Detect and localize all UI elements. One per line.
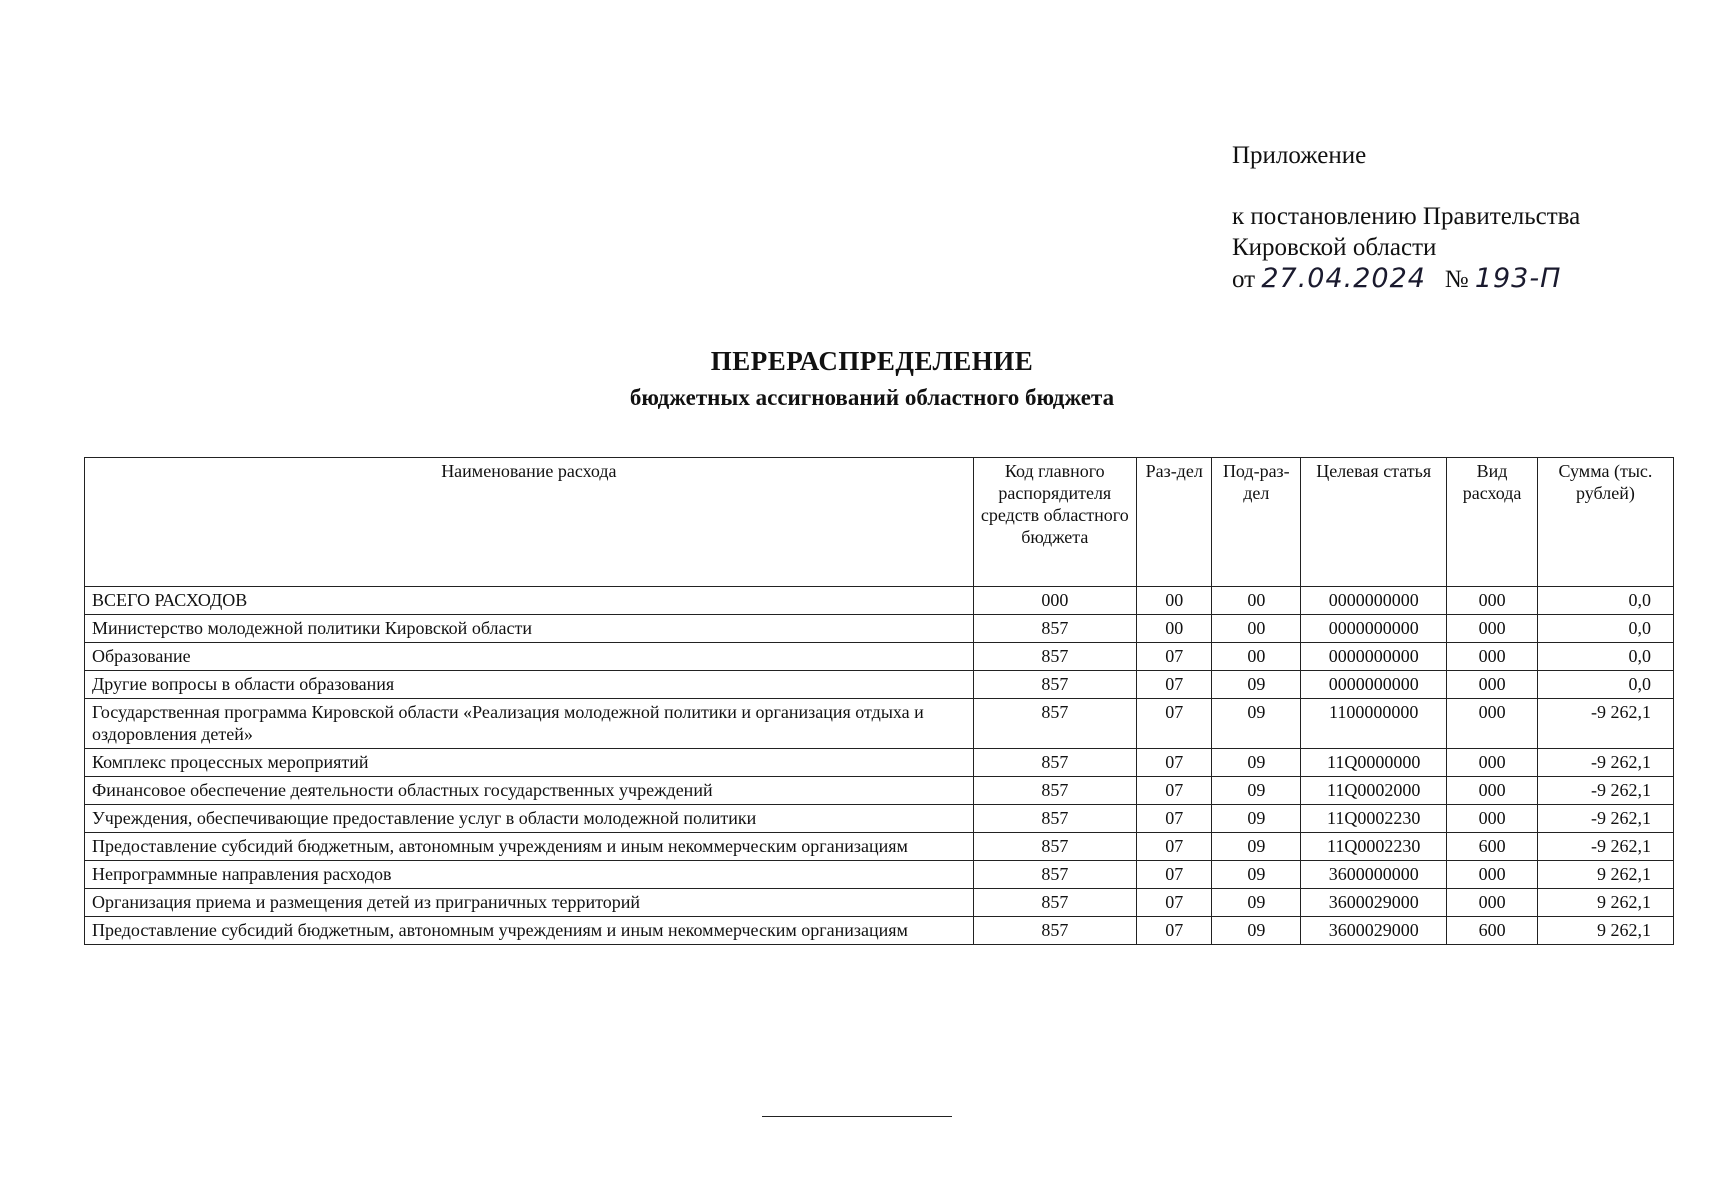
cell-admin-code: 857 — [973, 805, 1136, 833]
cell-amount: 9 262,1 — [1537, 861, 1673, 889]
cell-subsection: 09 — [1212, 833, 1301, 861]
cell-section: 00 — [1136, 587, 1212, 615]
cell-subsection: 09 — [1212, 805, 1301, 833]
table-row — [85, 699, 1674, 749]
date-prefix: от — [1232, 266, 1256, 293]
cell-expense-type: 000 — [1447, 699, 1538, 749]
cell-target-item: 3600029000 — [1301, 917, 1447, 945]
cell-target-item: 0000000000 — [1301, 671, 1447, 699]
table-header-row — [85, 458, 1674, 587]
header-amount: Сумма (тыс. рублей) — [1537, 458, 1673, 587]
header-section: Раз-дел — [1136, 458, 1212, 587]
cell-target-item: 1100000000 — [1301, 699, 1447, 749]
cell-name: Учреждения, обеспечивающие предоставление услуг в области молодежной политики — [85, 805, 974, 833]
document-title: ПЕРЕРАСПРЕДЕЛЕНИЕ — [710, 346, 1034, 376]
header-target-item: Целевая статья — [1301, 458, 1447, 587]
cell-expense-type: 000 — [1447, 671, 1538, 699]
header-expense-type: Вид расхода — [1447, 458, 1538, 587]
cell-amount: 9 262,1 — [1537, 917, 1673, 945]
cell-expense-type: 000 — [1447, 643, 1538, 671]
handwritten-date: 27.04.2024 — [1261, 263, 1426, 294]
cell-subsection: 09 — [1212, 777, 1301, 805]
cell-amount: -9 262,1 — [1537, 749, 1673, 777]
cell-name: Организация приема и размещения детей из приграничных территорий — [85, 889, 974, 917]
table-row — [85, 587, 1674, 615]
header-admin-code: Код главного распорядителя средств областного бюджета — [973, 458, 1136, 587]
cell-target-item: 11Q0000000 — [1301, 749, 1447, 777]
appendix-title: Приложение — [1232, 142, 1367, 169]
appendix-line-2: Кировской области — [1232, 234, 1437, 261]
cell-subsection: 09 — [1212, 861, 1301, 889]
cell-name: Финансовое обеспечение деятельности областных государственных учреждений — [85, 777, 974, 805]
cell-expense-type: 000 — [1447, 889, 1538, 917]
cell-name: Непрограммные направления расходов — [85, 861, 974, 889]
cell-name: Другие вопросы в области образования — [85, 671, 974, 699]
cell-expense-type: 000 — [1447, 615, 1538, 643]
cell-section: 07 — [1136, 749, 1212, 777]
cell-expense-type: 000 — [1447, 587, 1538, 615]
appendix-line-1: к постановлению Правительства — [1232, 203, 1581, 230]
cell-name: Предоставление субсидий бюджетным, автономным учреждениям и иным некоммерческим организациям — [85, 833, 974, 861]
cell-admin-code: 857 — [973, 889, 1136, 917]
table-row — [85, 861, 1674, 889]
cell-name: Предоставление субсидий бюджетным, автономным учреждениям и иным некоммерческим организациям — [85, 917, 974, 945]
cell-name: Образование — [85, 643, 974, 671]
cell-amount: -9 262,1 — [1537, 699, 1673, 749]
table-row — [85, 749, 1674, 777]
table-row — [85, 777, 1674, 805]
cell-section: 07 — [1136, 889, 1212, 917]
table-row — [85, 805, 1674, 833]
cell-expense-type: 000 — [1447, 861, 1538, 889]
cell-admin-code: 857 — [973, 671, 1136, 699]
cell-section: 07 — [1136, 699, 1212, 749]
table-row — [85, 917, 1674, 945]
cell-section: 07 — [1136, 671, 1212, 699]
table-row — [85, 671, 1674, 699]
cell-amount: -9 262,1 — [1537, 833, 1673, 861]
cell-target-item: 11Q0002000 — [1301, 777, 1447, 805]
document-heading — [0, 344, 1711, 414]
cell-section: 07 — [1136, 643, 1212, 671]
cell-section: 07 — [1136, 833, 1212, 861]
header-name: Наименование расхода — [85, 458, 974, 587]
cell-name: Государственная программа Кировской области «Реализация молодежной политики и организация отдыха и оздоровления детей» — [85, 699, 974, 749]
document-subtitle: бюджетных ассигнований областного бюджета — [629, 385, 1115, 410]
cell-target-item: 11Q0002230 — [1301, 833, 1447, 861]
cell-target-item: 3600029000 — [1301, 889, 1447, 917]
cell-amount: -9 262,1 — [1537, 805, 1673, 833]
cell-target-item: 0000000000 — [1301, 587, 1447, 615]
cell-amount: 0,0 — [1537, 615, 1673, 643]
cell-section: 00 — [1136, 615, 1212, 643]
cell-amount: 0,0 — [1537, 671, 1673, 699]
cell-target-item: 11Q0002230 — [1301, 805, 1447, 833]
cell-admin-code: 000 — [973, 587, 1136, 615]
cell-name: Министерство молодежной политики Кировской области — [85, 615, 974, 643]
handwritten-number: 193-П — [1474, 263, 1562, 294]
cell-name: Комплекс процессных мероприятий — [85, 749, 974, 777]
cell-admin-code: 857 — [973, 615, 1136, 643]
cell-amount: 9 262,1 — [1537, 889, 1673, 917]
cell-amount: -9 262,1 — [1537, 777, 1673, 805]
cell-subsection: 09 — [1212, 699, 1301, 749]
appendix-date-line — [1232, 263, 1580, 295]
cell-admin-code: 857 — [973, 833, 1136, 861]
number-sign: № — [1444, 266, 1469, 293]
budget-table — [84, 457, 1674, 945]
cell-expense-type: 600 — [1447, 917, 1538, 945]
cell-subsection: 09 — [1212, 749, 1301, 777]
cell-admin-code: 857 — [973, 917, 1136, 945]
cell-expense-type: 000 — [1447, 777, 1538, 805]
cell-amount: 0,0 — [1537, 643, 1673, 671]
cell-subsection: 09 — [1212, 671, 1301, 699]
closing-divider — [762, 1116, 952, 1117]
cell-name: ВСЕГО РАСХОДОВ — [85, 587, 974, 615]
table-row — [85, 889, 1674, 917]
cell-admin-code: 857 — [973, 777, 1136, 805]
cell-target-item: 3600000000 — [1301, 861, 1447, 889]
cell-expense-type: 000 — [1447, 749, 1538, 777]
table-row — [85, 833, 1674, 861]
cell-target-item: 0000000000 — [1301, 615, 1447, 643]
appendix-block — [1232, 140, 1580, 295]
cell-subsection: 00 — [1212, 643, 1301, 671]
cell-admin-code: 857 — [973, 749, 1136, 777]
cell-section: 07 — [1136, 917, 1212, 945]
cell-section: 07 — [1136, 805, 1212, 833]
cell-subsection: 00 — [1212, 587, 1301, 615]
cell-subsection: 09 — [1212, 889, 1301, 917]
cell-admin-code: 857 — [973, 699, 1136, 749]
cell-section: 07 — [1136, 777, 1212, 805]
cell-subsection: 00 — [1212, 615, 1301, 643]
cell-target-item: 0000000000 — [1301, 643, 1447, 671]
table-row — [85, 615, 1674, 643]
cell-expense-type: 600 — [1447, 833, 1538, 861]
header-subsection: Под-раз-дел — [1212, 458, 1301, 587]
cell-subsection: 09 — [1212, 917, 1301, 945]
cell-expense-type: 000 — [1447, 805, 1538, 833]
table-row — [85, 643, 1674, 671]
cell-section: 07 — [1136, 861, 1212, 889]
cell-admin-code: 857 — [973, 643, 1136, 671]
cell-amount: 0,0 — [1537, 587, 1673, 615]
cell-admin-code: 857 — [973, 861, 1136, 889]
